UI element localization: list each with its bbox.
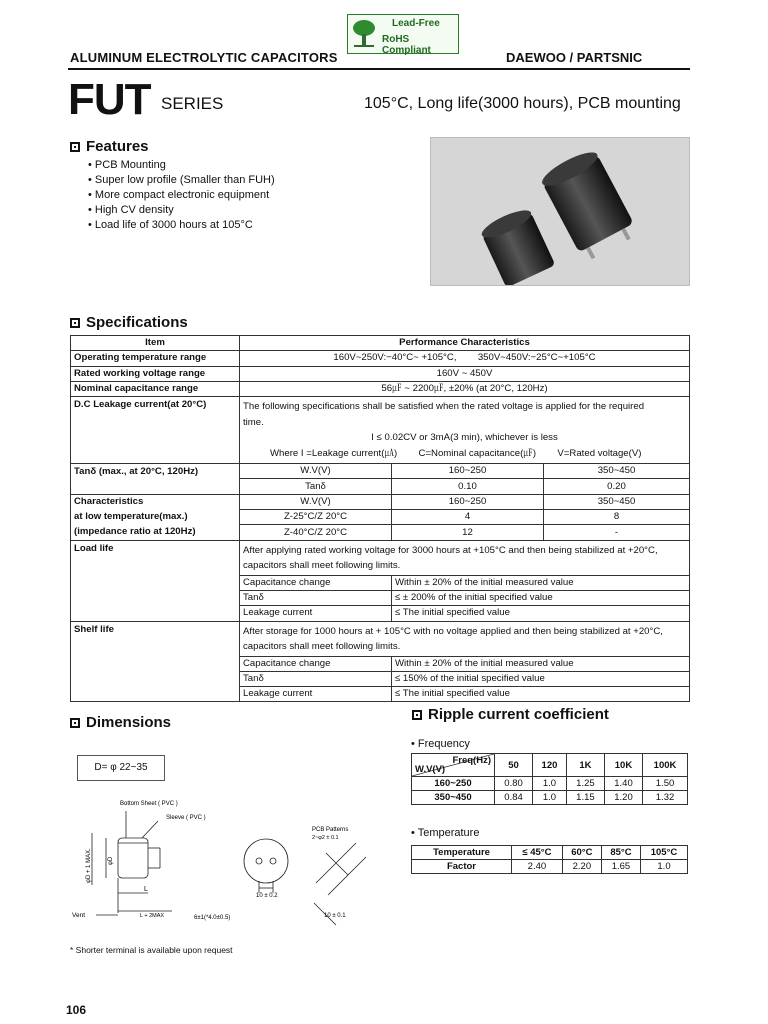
table-row: Leakage current ≤ The initial specified value (71, 687, 690, 702)
features-list (88, 158, 275, 233)
label-l-max: L + 2MAX (140, 913, 165, 919)
row-label: Rated working voltage range (71, 366, 240, 381)
row-label: Tanδ (max., at 20°C, 120Hz) (71, 464, 240, 479)
product-photo (430, 137, 690, 286)
temperature-table (411, 845, 688, 874)
label-pcb-hole: 2~φ2 ± 0.1 (312, 835, 339, 841)
table-row: Temperature ≤ 45°C 60°C 85°C 105°C (412, 846, 688, 860)
feature-item: • PCB Mounting (88, 159, 166, 171)
table-row (71, 381, 690, 396)
table-row: Characteristics W.V(V) 160~250 350~450 (71, 494, 690, 509)
table-row: Capacitance change Within ± 20% of the initial measured value (71, 656, 690, 671)
row-label: Shelf life (71, 621, 240, 656)
frequency-table (411, 753, 688, 805)
table-row: Tanδ ≤ ± 200% of the initial specified value (71, 590, 690, 605)
table-row (71, 351, 690, 366)
table-row: Tanδ 0.10 0.20 (71, 479, 690, 494)
table-row: Freq(Hz) W.V(V) 50 120 1K 10K 100K (412, 754, 688, 777)
feature-item: • More compact electronic equipment (88, 189, 270, 201)
badge-line-1: Lead-Free (392, 18, 440, 29)
diameter-range: D= φ 22~35 (77, 755, 165, 781)
section-bullet-icon (70, 718, 80, 728)
table-row: Shelf life After storage for 1000 hours at + 105°C with no voltage applied and then being stabilized at +20°C, capacitors shall meet following limits. (71, 621, 690, 656)
header-rule (68, 68, 690, 70)
series-word: SERIES (161, 94, 224, 113)
footnote: * Shorter terminal is available upon request (70, 945, 233, 955)
feature-item: • High CV density (88, 204, 174, 216)
brand-logo: DAEWOO / PARTSNIC (506, 50, 643, 65)
table-row: Factor 2.40 2.20 1.65 1.0 (412, 860, 688, 874)
label-l: L (144, 886, 148, 893)
specifications-heading: Specifications (70, 314, 188, 331)
table-row: Load life After applying rated working voltage for 3000 hours at +105°C and then being stabilized at +20°C, capacitors shall meet following limits. (71, 540, 690, 575)
ripple-heading: Ripple current coefficient (412, 706, 609, 723)
frequency-label: • Frequency (411, 738, 470, 750)
row-label: (impedance ratio at 120Hz) (71, 525, 240, 540)
feature-item: • Super low profile (Smaller than FUH) (88, 174, 275, 186)
table-row: Tanδ (max., at 20°C, 120Hz) W.V(V) 160~250 350~450 (71, 464, 690, 479)
label-od: φD (108, 856, 114, 865)
section-bullet-icon (70, 318, 80, 328)
section-bullet-icon (70, 142, 80, 152)
dimensions-heading: Dimensions (70, 714, 171, 731)
section-bullet-icon (412, 710, 422, 720)
table-row (71, 336, 690, 351)
label-terminal: 6±1(*4.0±0.5) (194, 915, 231, 921)
page-subtitle: 105°C, Long life(3000 hours), PCB mounting (364, 95, 681, 112)
category-title: ALUMINUM ELECTROLYTIC CAPACITORS (70, 50, 338, 65)
tree-icon (352, 18, 376, 48)
badge-line-2: RoHS Compliant (382, 34, 431, 56)
label-sleeve: Sleeve ( PVC ) (166, 815, 206, 821)
table-row: Leakage current ≤ The initial specified value (71, 606, 690, 621)
row-label: Nominal capacitance range (71, 381, 240, 396)
row-label: D.C Leakage current(at 20°C) (71, 397, 240, 464)
row-label: Operating temperature range (71, 351, 240, 366)
features-heading: Features (70, 138, 149, 155)
table-row: 160~250 0.80 1.0 1.25 1.40 1.50 (412, 777, 688, 791)
row-label: Load life (71, 540, 240, 575)
label-pcb-patterns: PCB Patterns (312, 827, 349, 833)
label-pcb-pitch: 10 ± 0.1 (324, 913, 346, 919)
row-label: at low temperature(max.) (71, 510, 240, 525)
table-header-performance: Performance Characteristics (240, 336, 690, 351)
table-row (71, 397, 690, 464)
table-row: Tanδ ≤ 150% of the initial specified value (71, 671, 690, 686)
table-row: (impedance ratio at 120Hz) Z-40°C/Z 20°C 12 - (71, 525, 690, 540)
page-number: 106 (66, 1003, 87, 1017)
table-row: at low temperature(max.) Z-25°C/Z 20°C 4 8 (71, 510, 690, 525)
row-value: 56㎌ ~ 2200㎌, ±20% (at 20°C, 120Hz) (240, 381, 690, 396)
table-row: Capacitance change Within ± 20% of the initial measured value (71, 575, 690, 590)
label-pitch: 10 ± 0.2 (256, 893, 278, 899)
feature-item: • Load life of 3000 hours at 105°C (88, 219, 253, 231)
row-value: The following specifications shall be satisfied when the rated voltage is applied for the required time. I ≤ 0.02CV or 3mA(3 min), whichever is less Where I =Leakage current(㎂) C=Nominal capacitance(㎌) V=Rated voltage(V) (240, 397, 690, 464)
table-header-item: Item (71, 336, 240, 351)
table-row: 350~450 0.84 1.0 1.15 1.20 1.32 (412, 791, 688, 805)
rohs-badge (347, 14, 459, 54)
dimension-drawing (66, 793, 376, 933)
diagonal-header-cell: Freq(Hz) W.V(V) (412, 754, 495, 777)
table-row (71, 366, 690, 381)
label-vent: Vent (72, 912, 86, 919)
row-label: Characteristics (71, 494, 240, 509)
specifications-table (70, 335, 690, 702)
temperature-label: • Temperature (411, 827, 480, 839)
row-value: 160V ~ 450V (240, 366, 690, 381)
label-od-max: φD + 1 MAX. (86, 848, 92, 883)
series-code: FUT (68, 75, 151, 124)
row-value: 160V~250V:−40°C~ +105°C, 350V~450V:−25°C~+105°C (240, 351, 690, 366)
label-bottom-sheet: Bottom Sheet ( PVC ) (120, 801, 178, 807)
